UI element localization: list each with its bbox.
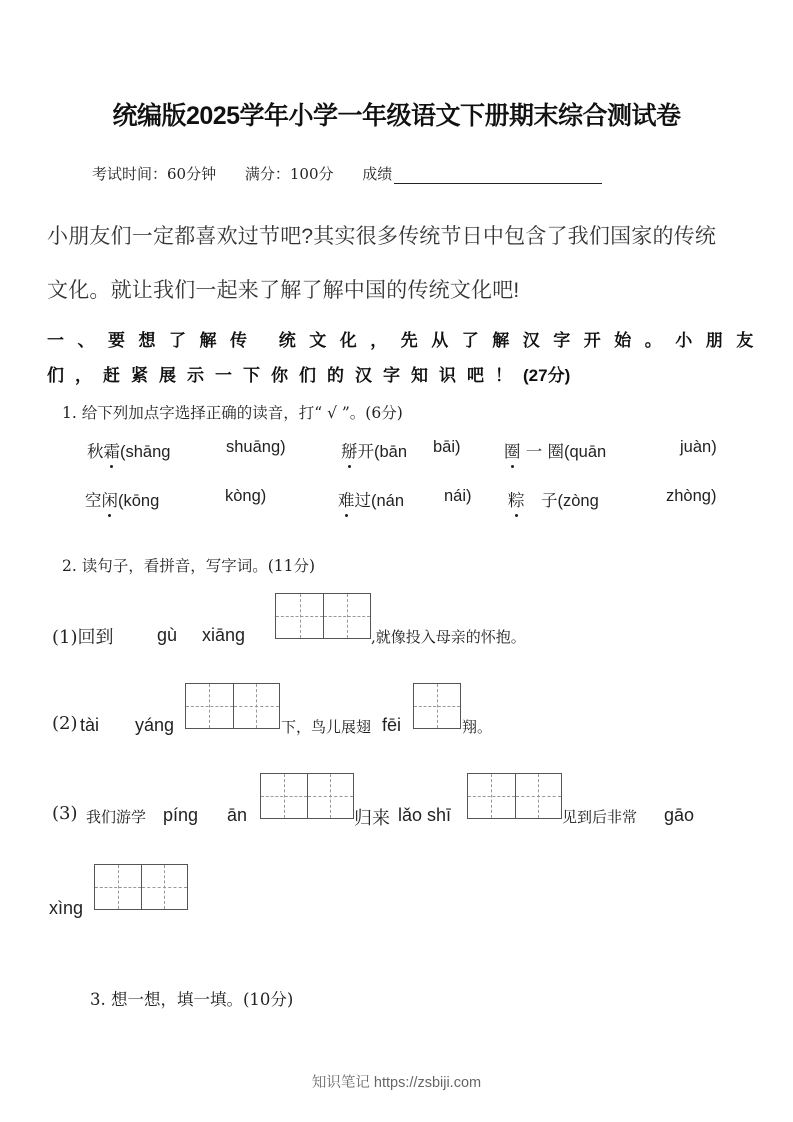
intro-line-2: 文化。就让我们一起来了解了解中国的传统文化吧! [47, 279, 520, 302]
q1-item-6: 粽 子(zòng [508, 487, 599, 511]
question-1-title: 1. 给下列加点字选择正确的读音，打“ √ ”。(6分) [62, 404, 403, 422]
q2-s3-pinyin-3: lǎo shī [398, 805, 452, 825]
exam-title: 统编版2025学年小学一年级语文下册期末综合测试卷 [112, 102, 681, 130]
pinyin-option[interactable]: (quān [564, 443, 607, 461]
dotted-char: 掰 [341, 438, 358, 462]
q2-s2-pinyin-3: fēi [382, 715, 402, 735]
q1-item-1-option-2[interactable]: shuāng) [226, 438, 286, 456]
writing-grid-5[interactable] [467, 773, 562, 819]
footer-watermark: 知识笔记 https://zsbiji.com [311, 1075, 482, 1091]
q1-item-2-option-2[interactable]: bāi) [433, 438, 461, 456]
q2-s1-pinyin-2: xiāng [202, 625, 246, 645]
section-1-heading-line-2: 们，赶紧展示一下你们的汉字知识吧！(27分) [47, 366, 571, 385]
pinyin-option[interactable]: (nán [371, 492, 405, 510]
q2-s1-pinyin-1: gù [157, 625, 178, 645]
q1-item-3-option-2[interactable]: juàn) [680, 438, 717, 456]
full-score: 满分：100分 [244, 165, 334, 183]
q1-item-1: 秋霜(shāng [87, 438, 170, 462]
q1-item-2: 掰开(bān [341, 438, 407, 462]
question-2-title: 2. 读句子，看拼音，写字词。(11分) [62, 557, 316, 575]
dotted-char: 霜 [104, 438, 121, 462]
exam-meta [92, 163, 626, 184]
q2-s3-number: (3) [52, 803, 78, 824]
intro-line-1: 小朋友们一定都喜欢过节吧?其实很多传统节日中包含了我们国家的传统 [47, 225, 717, 248]
dotted-char: 闲 [102, 487, 119, 511]
q2-s3-tail: 见到后非常 [562, 808, 638, 826]
q1-item-5: 难过(nán [338, 487, 404, 511]
writing-grid-4[interactable] [260, 773, 354, 819]
q1-item-5-option-2[interactable]: nái) [444, 487, 472, 505]
pinyin-option[interactable]: (kōng [118, 492, 160, 510]
q2-s3-mid: 归来 [354, 808, 390, 829]
dotted-char: 圈 [504, 438, 521, 462]
q2-s2-pinyin-1: tài [80, 715, 100, 735]
q2-s3-pinyin-4: gāo [664, 805, 695, 825]
pinyin-option[interactable]: (shāng [120, 443, 171, 461]
q1-item-4: 空闲(kōng [85, 487, 159, 511]
q2-s3-lead: 我们游学 [86, 808, 147, 826]
q2-s2-number: (2) [52, 713, 78, 734]
q2-s2-mid: 下，鸟儿展翅 [281, 718, 372, 736]
q1-item-3: 圈 一 圈(quān [504, 438, 606, 462]
q1-item-6-option-2[interactable]: zhòng) [666, 487, 717, 505]
q2-s3-pinyin-5: xìng [49, 898, 84, 918]
writing-grid-2[interactable] [185, 683, 280, 729]
writing-grid-3[interactable] [413, 683, 461, 729]
dotted-char: 粽 [508, 487, 525, 511]
q2-s1-number: (1)回到 [52, 627, 114, 648]
writing-grid-6[interactable] [94, 864, 188, 910]
q2-s3-pinyin-2: ān [227, 805, 248, 825]
q2-s3-pinyin-1: píng [163, 805, 199, 825]
score-label: 成绩 [362, 165, 393, 183]
question-3-title: 3. 想一想，填一填。(10分) [90, 990, 294, 1009]
score-blank[interactable] [394, 169, 602, 184]
dotted-char: 难 [338, 487, 355, 511]
writing-grid-1[interactable] [275, 593, 371, 639]
q2-s1-tail: ,就像投入母亲的怀抱。 [371, 628, 526, 646]
q2-s2-tail: 翔。 [462, 718, 493, 736]
pinyin-option[interactable]: (zòng [557, 492, 599, 510]
pinyin-option[interactable]: (bān [374, 443, 408, 461]
section-1-heading-line-1: 一、要想了解传 统文化，先从了解汉字开始。小朋友 [47, 331, 767, 350]
exam-time: 考试时间：60分钟 [92, 165, 217, 183]
q2-s2-pinyin-2: yáng [135, 715, 175, 735]
q1-item-4-option-2[interactable]: kòng) [225, 487, 267, 505]
